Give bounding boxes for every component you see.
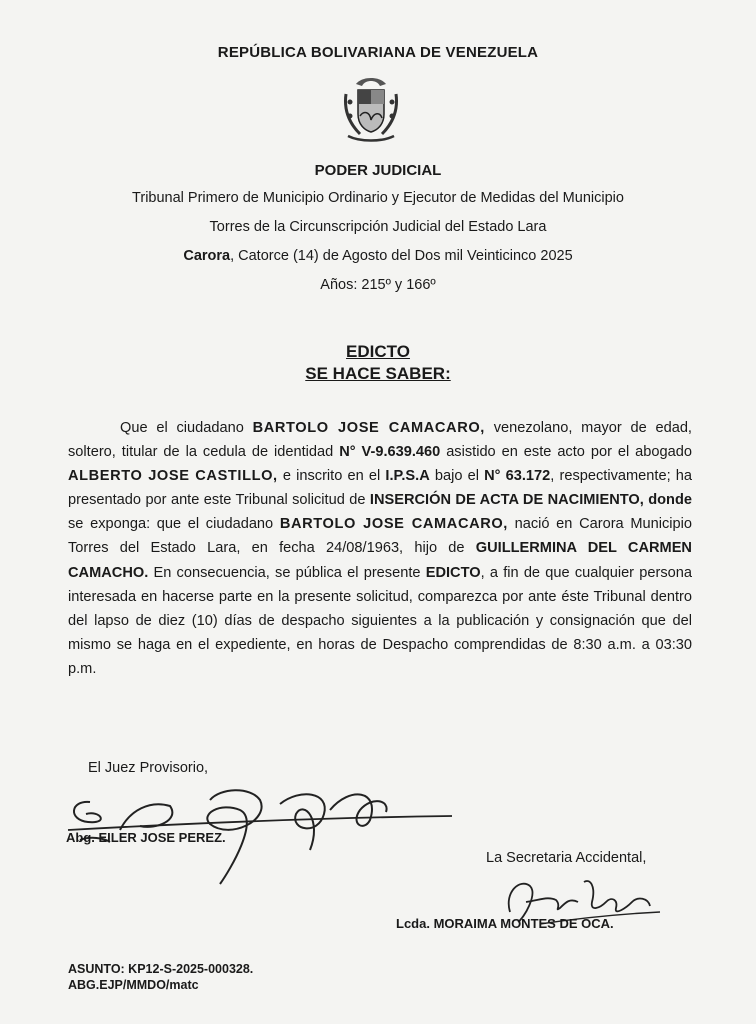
tribunal-line-1: Tribunal Primero de Municipio Ordinario y Ejecutor de Medidas del Municipio [132,190,624,206]
coat-of-arms-icon [338,74,404,144]
applicant-name: BARTOLO JOSE CAMACARO, [252,420,485,436]
secretary-label: La Secretaria Accidental, [486,850,647,866]
ipsa-number: N° 63.172 [484,468,551,485]
id-number: N° V-9.639.460 [339,444,441,461]
ipsa-label: I.P.S.A [385,468,430,485]
body-text: se exponga: que el ciudadano [68,516,280,533]
mother-name: GUILLERMINA DEL CARMEN CAMACHO. [68,540,692,581]
body-text: e inscrito en el [277,468,386,485]
body-text: nació en Carora Municipio Torres del Estado Lara, en fecha 24/08/1963, hijo de [68,516,692,557]
tribunal-line-2: Torres de la Circunscripción Judicial del Estado Lara [209,219,547,235]
city-name: Carora [183,248,231,264]
body-text: bajo el [429,468,485,485]
applicant-name: BARTOLO JOSE CAMACARO, [279,516,508,533]
body-text: venezolano, mayor de edad, soltero, titular de la cedula de identidad [68,420,692,461]
secretary-name: Lcda. MORAIMA MONTES DE OCA. [396,916,614,931]
branch-heading: PODER JUDICIAL [314,162,442,179]
body-text: asistido en este acto por el abogado [440,444,692,461]
body-text: Que el ciudadano [120,420,253,436]
judge-label: El Juez Provisorio, [88,760,209,776]
reference-initials: ABG.EJP/MMDO/matc [68,978,199,992]
document-title: EDICTO [346,342,410,361]
body-text: , a fin de que cualquier persona interesada en hacerse parte en la presente solicitud, comparezca por ante éste Tribunal dentro del lapso de diez (10) días de despacho siguientes a la publicación y consignación que del mismo se haga en el expediente, en horas de Despacho comprendidas de 8:30 a.m. a 03:30 p.m. [68,564,692,677]
request-type: INSERCIÓN DE ACTA DE NACIMIENTO, donde [369,492,692,509]
edict-body [68,416,692,681]
case-number: ASUNTO: KP12-S-2025-000328. [68,962,254,976]
judge-name: Abg. EILER JOSE PEREZ. [66,830,226,845]
date-text: , Catorce (14) de Agosto del Dos mil Veinticinco 2025 [230,248,573,264]
country-heading: REPÚBLICA BOLIVARIANA DE VENEZUELA [217,44,539,61]
date-line [0,248,756,264]
years-line: Años: 215º y 166º [320,277,436,293]
body-text: , respectivamente; ha presentado por ante este Tribunal solicitud de [68,468,693,509]
lawyer-name: ALBERTO JOSE CASTILLO, [68,468,278,485]
body-text: En consecuencia, se pública el presente [148,564,426,581]
edicto-word: EDICTO [425,564,481,581]
document-subtitle: SE HACE SABER: [305,364,451,383]
